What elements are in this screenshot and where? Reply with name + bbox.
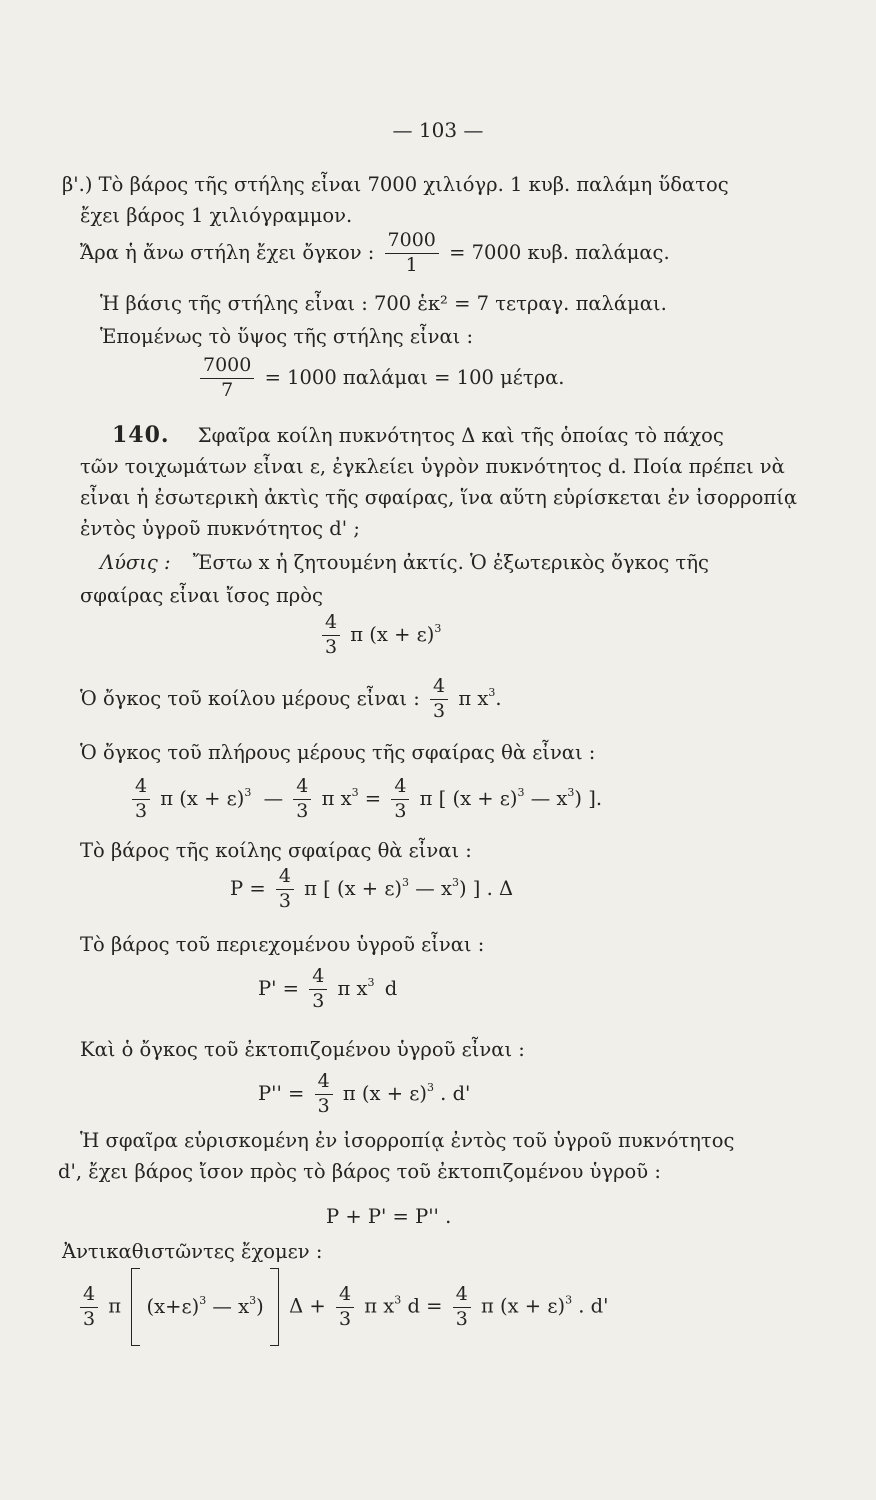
four-thirds: $\frac{4}{3}$ [453, 1284, 471, 1331]
problem-line-2: τῶν τοιχωμάτων εἶναι ε, ἐγκλείει ὑγρὸν πυκνότητος d. Ποία πρέπει νὰ [80, 455, 785, 478]
hollow-text: Ὁ ὄγκος τοῦ κοίλου μέρους εἶναι : [80, 686, 420, 710]
four-thirds: $\frac{4}{3}$ [391, 776, 409, 823]
final-equation: $\frac{4}{3}$ π $(x+\varepsilon)^3$ — $x^3$) Δ + $\frac{4}{3}$ π $x^3$ d = $\frac{4}{3}$ π $(x + \varepsilon)^3$ . d' [76, 1268, 609, 1346]
solution-label: Λύσις : [100, 551, 171, 574]
P-formula: P = $\frac{4}{3}$ π [ $(x + \varepsilon)^3$ — $x^3$) ] . Δ [230, 865, 514, 912]
outer-volume-formula: $\frac{4}{3}$ π $(x + \varepsilon)^3$ [318, 612, 441, 659]
part-b-line-1: β'.) Τὸ βάρος τῆς στήλης εἶναι 7000 χιλιόγρ. 1 κυβ. παλάμη ὕδατος [62, 173, 729, 196]
basis-line: Ἡ βάσις τῆς στήλης εἶναι : 700 ἑκ² = 7 τετραγ. παλάμαι. [100, 292, 667, 315]
four-thirds: $\frac{4}{3}$ [309, 966, 327, 1013]
left-bracket [131, 1268, 140, 1346]
four-thirds: $\frac{4}{3}$ [132, 776, 150, 823]
height-tail: = 1000 παλάμαι = 100 μέτρα. [264, 365, 565, 389]
ara-formula [80, 230, 670, 277]
four-thirds: $\frac{4}{3}$ [80, 1284, 98, 1331]
full-volume-text: Ὁ ὄγκος τοῦ πλήρους μέρους τῆς σφαίρας θὰ εἶναι : [80, 741, 596, 764]
four-thirds: $\frac{4}{3}$ [430, 676, 448, 723]
right-bracket [270, 1268, 279, 1346]
weight-liquid-text: Τὸ βάρος τοῦ περιεχομένου ὑγροῦ εἶναι : [80, 933, 485, 956]
volume-displaced-text: Καὶ ὁ ὄγκος τοῦ ἐκτοπιζομένου ὑγροῦ εἶναι : [80, 1038, 525, 1061]
hollow-volume-line: Ὁ ὄγκος τοῦ κοίλου μέρους εἶναι : $\frac{4}{3}$ π $x^3$. [80, 675, 502, 722]
bracket-content: $(x+\varepsilon)^3$ — $x^3$) [146, 1294, 264, 1319]
four-thirds: $\frac{4}{3}$ [293, 776, 311, 823]
equilibrium-formula: P + P' = P'' . [326, 1205, 452, 1228]
substitution-text: Ἀντικαθιστῶντες ἔχομεν : [62, 1240, 323, 1263]
ara-fraction: $\frac{7000}{1}$ [385, 230, 439, 277]
problem-line-1: 140. Σφαῖρα κοίλη πυκνότητος Δ καὶ τῆς ὁποίας τὸ πάχος [112, 422, 724, 448]
page-number: — 103 — [392, 118, 484, 142]
problem-line-3: εἶναι ἡ ἐσωτερικὴ ἀκτὶς τῆς σφαίρας, ἵνα αὕτη εὑρίσκεται ἐν ἰσορροπίᾳ [80, 486, 798, 509]
four-thirds: $\frac{4}{3}$ [276, 866, 294, 913]
epomenos-line: Ἑπομένως τὸ ὕψος τῆς στήλης εἶναι : [100, 325, 474, 348]
height-formula [196, 355, 564, 402]
solution-line-1: Λύσις : Ἔστω x ἡ ζητουμένη ἀκτίς. Ὁ ἐξωτερικὸς ὄγκος τῆς [100, 551, 709, 574]
P2-formula: P'' = $\frac{4}{3}$ π $(x + \varepsilon)^3$ . d' [258, 1070, 471, 1117]
four-thirds: $\frac{4}{3}$ [315, 1071, 333, 1118]
P1-formula: P' = $\frac{4}{3}$ π $x^3$ d [258, 965, 398, 1012]
part-b-line-2: ἔχει βάρος 1 χιλιόγραμμον. [80, 204, 353, 227]
four-thirds: $\frac{4}{3}$ [322, 612, 340, 659]
weight-hollow-text: Τὸ βάρος τῆς κοίλης σφαίρας θὰ εἶναι : [80, 839, 472, 862]
equilibrium-line-2: d', ἔχει βάρος ἴσον πρὸς τὸ βάρος τοῦ ἐκτοπιζομένου ὑγροῦ : [58, 1160, 661, 1183]
four-thirds: $\frac{4}{3}$ [336, 1284, 354, 1331]
ara-lead: Ἄρα ἡ ἄνω στήλη ἔχει ὄγκον : [80, 240, 375, 264]
full-volume-formula: $\frac{4}{3}$ π $(x + \varepsilon)^3$ — $\frac{4}{3}$ π $x^3$ = $\frac{4}{3}$ π [ $(x + \varepsilon)^3$ — $x^3$) ]. [128, 776, 602, 823]
solution-line-2: σφαίρας εἶναι ἴσος πρὸς [80, 584, 323, 607]
problem-line-4: ἐντὸς ὑγροῦ πυκνότητος d' ; [80, 517, 360, 540]
equilibrium-line-1: Ἡ σφαῖρα εὑρισκομένη ἐν ἰσορροπίᾳ ἐντὸς τοῦ ὑγροῦ πυκνότητος [80, 1129, 735, 1152]
problem-number: 140. [112, 422, 170, 448]
ara-tail: = 7000 κυβ. παλάμας. [449, 240, 670, 264]
height-fraction: $\frac{7000}{7}$ [200, 355, 254, 402]
